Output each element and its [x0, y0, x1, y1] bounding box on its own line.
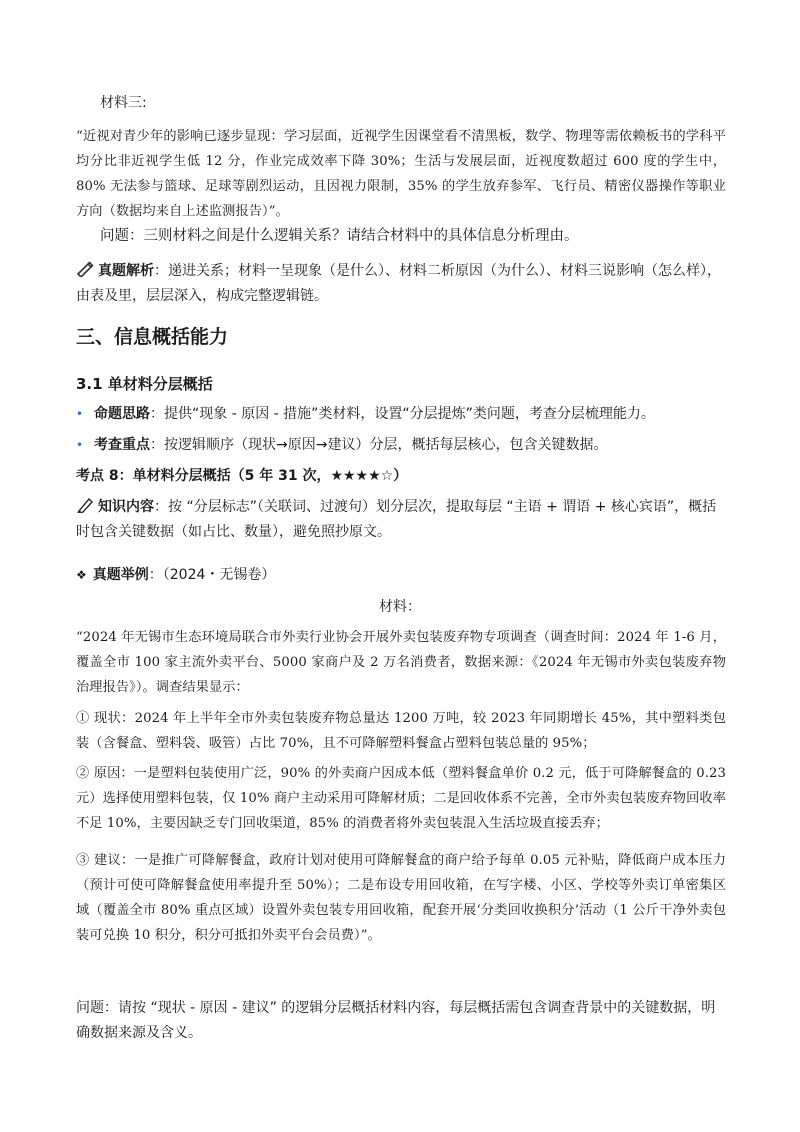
material-intro: “2024 年无锡市生态环境局联合市外卖行业协会开展外卖包装废弃物专项调查（调查时间：2024 年 1-6 月，覆盖全市 100 家主流外卖平台、5000 家商户及 2 万名消费者，数据来源：《2024 年无锡市外卖包装废弃物治理报告》）。调查结果显示： — [76, 630, 726, 695]
material-item-cause: ② 原因：一是塑料包装使用广泛，90% 的外卖商户因成本低（塑料餐盒单价 0.2 元，低于可降解餐盒的 0.23 元）选择使用塑料包装，仅 10% 商户主动采用可降解材质；二是回收体系不完善，全市外卖包装废弃物回收率不足 10%，主要因缺乏专门回收渠道，85% 的消费者将外卖包装混入生活垃圾直接丢弃； — [76, 766, 726, 831]
material-item-status: ① 现状：2024 年上半年全市外卖包装废弃物总量达 1200 万吨，较 2023 年同期增长 45%，其中塑料类包装（含餐盒、塑料袋、吸管）占比 70%，且不可降解塑料餐盒占塑料包装总量的 95%； — [76, 711, 726, 751]
analysis-text: ：递进关系；材料一呈现象（是什么）、材料二析原因（为什么）、材料三说影响（怎么样），由表及里，层层深入，构成完整逻辑链。 — [76, 263, 721, 304]
knowledge-text: ：按 “分层标志”（关联词、过渡句）划分层次，提取每层 “主语 + 谓语 + 核心宾语”，概括时包含关键数据（如占比、数量），避免照抄原文。 — [76, 499, 717, 540]
pen-icon — [76, 497, 94, 513]
material-item-suggestion: ③ 建议：一是推广可降解餐盒，政府计划对使用可降解餐盒的商户给予每单 0.05 元补贴，降低商户成本压力（预计可使可降解餐盒使用率提升至 50%）；二是布设专用回收箱，在写字楼、小区、学校等外卖订单密集区域（覆盖全市 80% 重点区域）设置外卖包装专用回收箱，配套开展‘分类回收换积分’活动（1 公斤干净外卖包装可兑换 10 积分，积分可抵扣外卖平台会员费）”。 — [76, 853, 726, 943]
material-three-label: 材料三: — [100, 95, 147, 111]
example-source: ：（2024・无锡卷） — [148, 567, 276, 583]
pencil-icon — [76, 261, 94, 277]
material-three-quote: “近视对青少年的影响已逐步显现：学习层面，近视学生因课堂看不清黑板，数学、物理等需依赖板书的学科平均分比非近视学生低 12 分，作业完成效率下降 30%；生活与发展层面，近视度数超过 600 度的学生中，80% 无法参与篮球、足球等剧烈运动，且因视力限制，35% 的学生放弃参军、飞行员、精密仪器操作等职业方向（数据均来自上述监测报告）”。 — [76, 129, 726, 219]
question-two: 问题：请按 “现状 - 原因 - 建议” 的逻辑分层概括材料内容，每层概括需包含调查背景中的关键数据，明确数据来源及含义。 — [76, 1000, 716, 1041]
section-title: 三、信息概括能力 — [76, 326, 229, 348]
bullet-item-focus — [76, 433, 607, 458]
analysis-label: 真题解析 — [98, 263, 154, 279]
knowledge-label: 知识内容 — [98, 499, 154, 515]
diamond-bullet-icon: ❖ — [76, 568, 87, 582]
bullet-item-proposition — [76, 402, 655, 427]
bullet-label: 命题思路 — [94, 406, 150, 422]
example-label: 真题举例 — [92, 567, 149, 583]
bullet-icon: • — [76, 407, 84, 421]
bullet-label: 考查重点 — [94, 437, 150, 453]
bullet-icon: • — [76, 438, 84, 452]
material-title: 材料： — [379, 599, 421, 615]
analysis-paragraph — [76, 259, 726, 309]
subsection-title: 3.1 单材料分层概括 — [76, 375, 213, 393]
material-three-question: 问题：三则材料之间是什么逻辑关系？请结合材料中的具体信息分析理由。 — [100, 228, 579, 244]
example-heading — [76, 563, 275, 588]
bullet-text: ：提供“现象 - 原因 - 措施”类材料，设置“分层提炼”类问题，考查分层梳理能力。 — [150, 406, 655, 422]
knowledge-paragraph — [76, 495, 726, 545]
bullet-text: ：按逻辑顺序（现状→原因→建议）分层，概括每层核心，包含关键数据。 — [150, 437, 608, 453]
exam-point-heading: 考点 8：单材料分层概括（5 年 31 次，★★★★☆） — [76, 468, 408, 484]
